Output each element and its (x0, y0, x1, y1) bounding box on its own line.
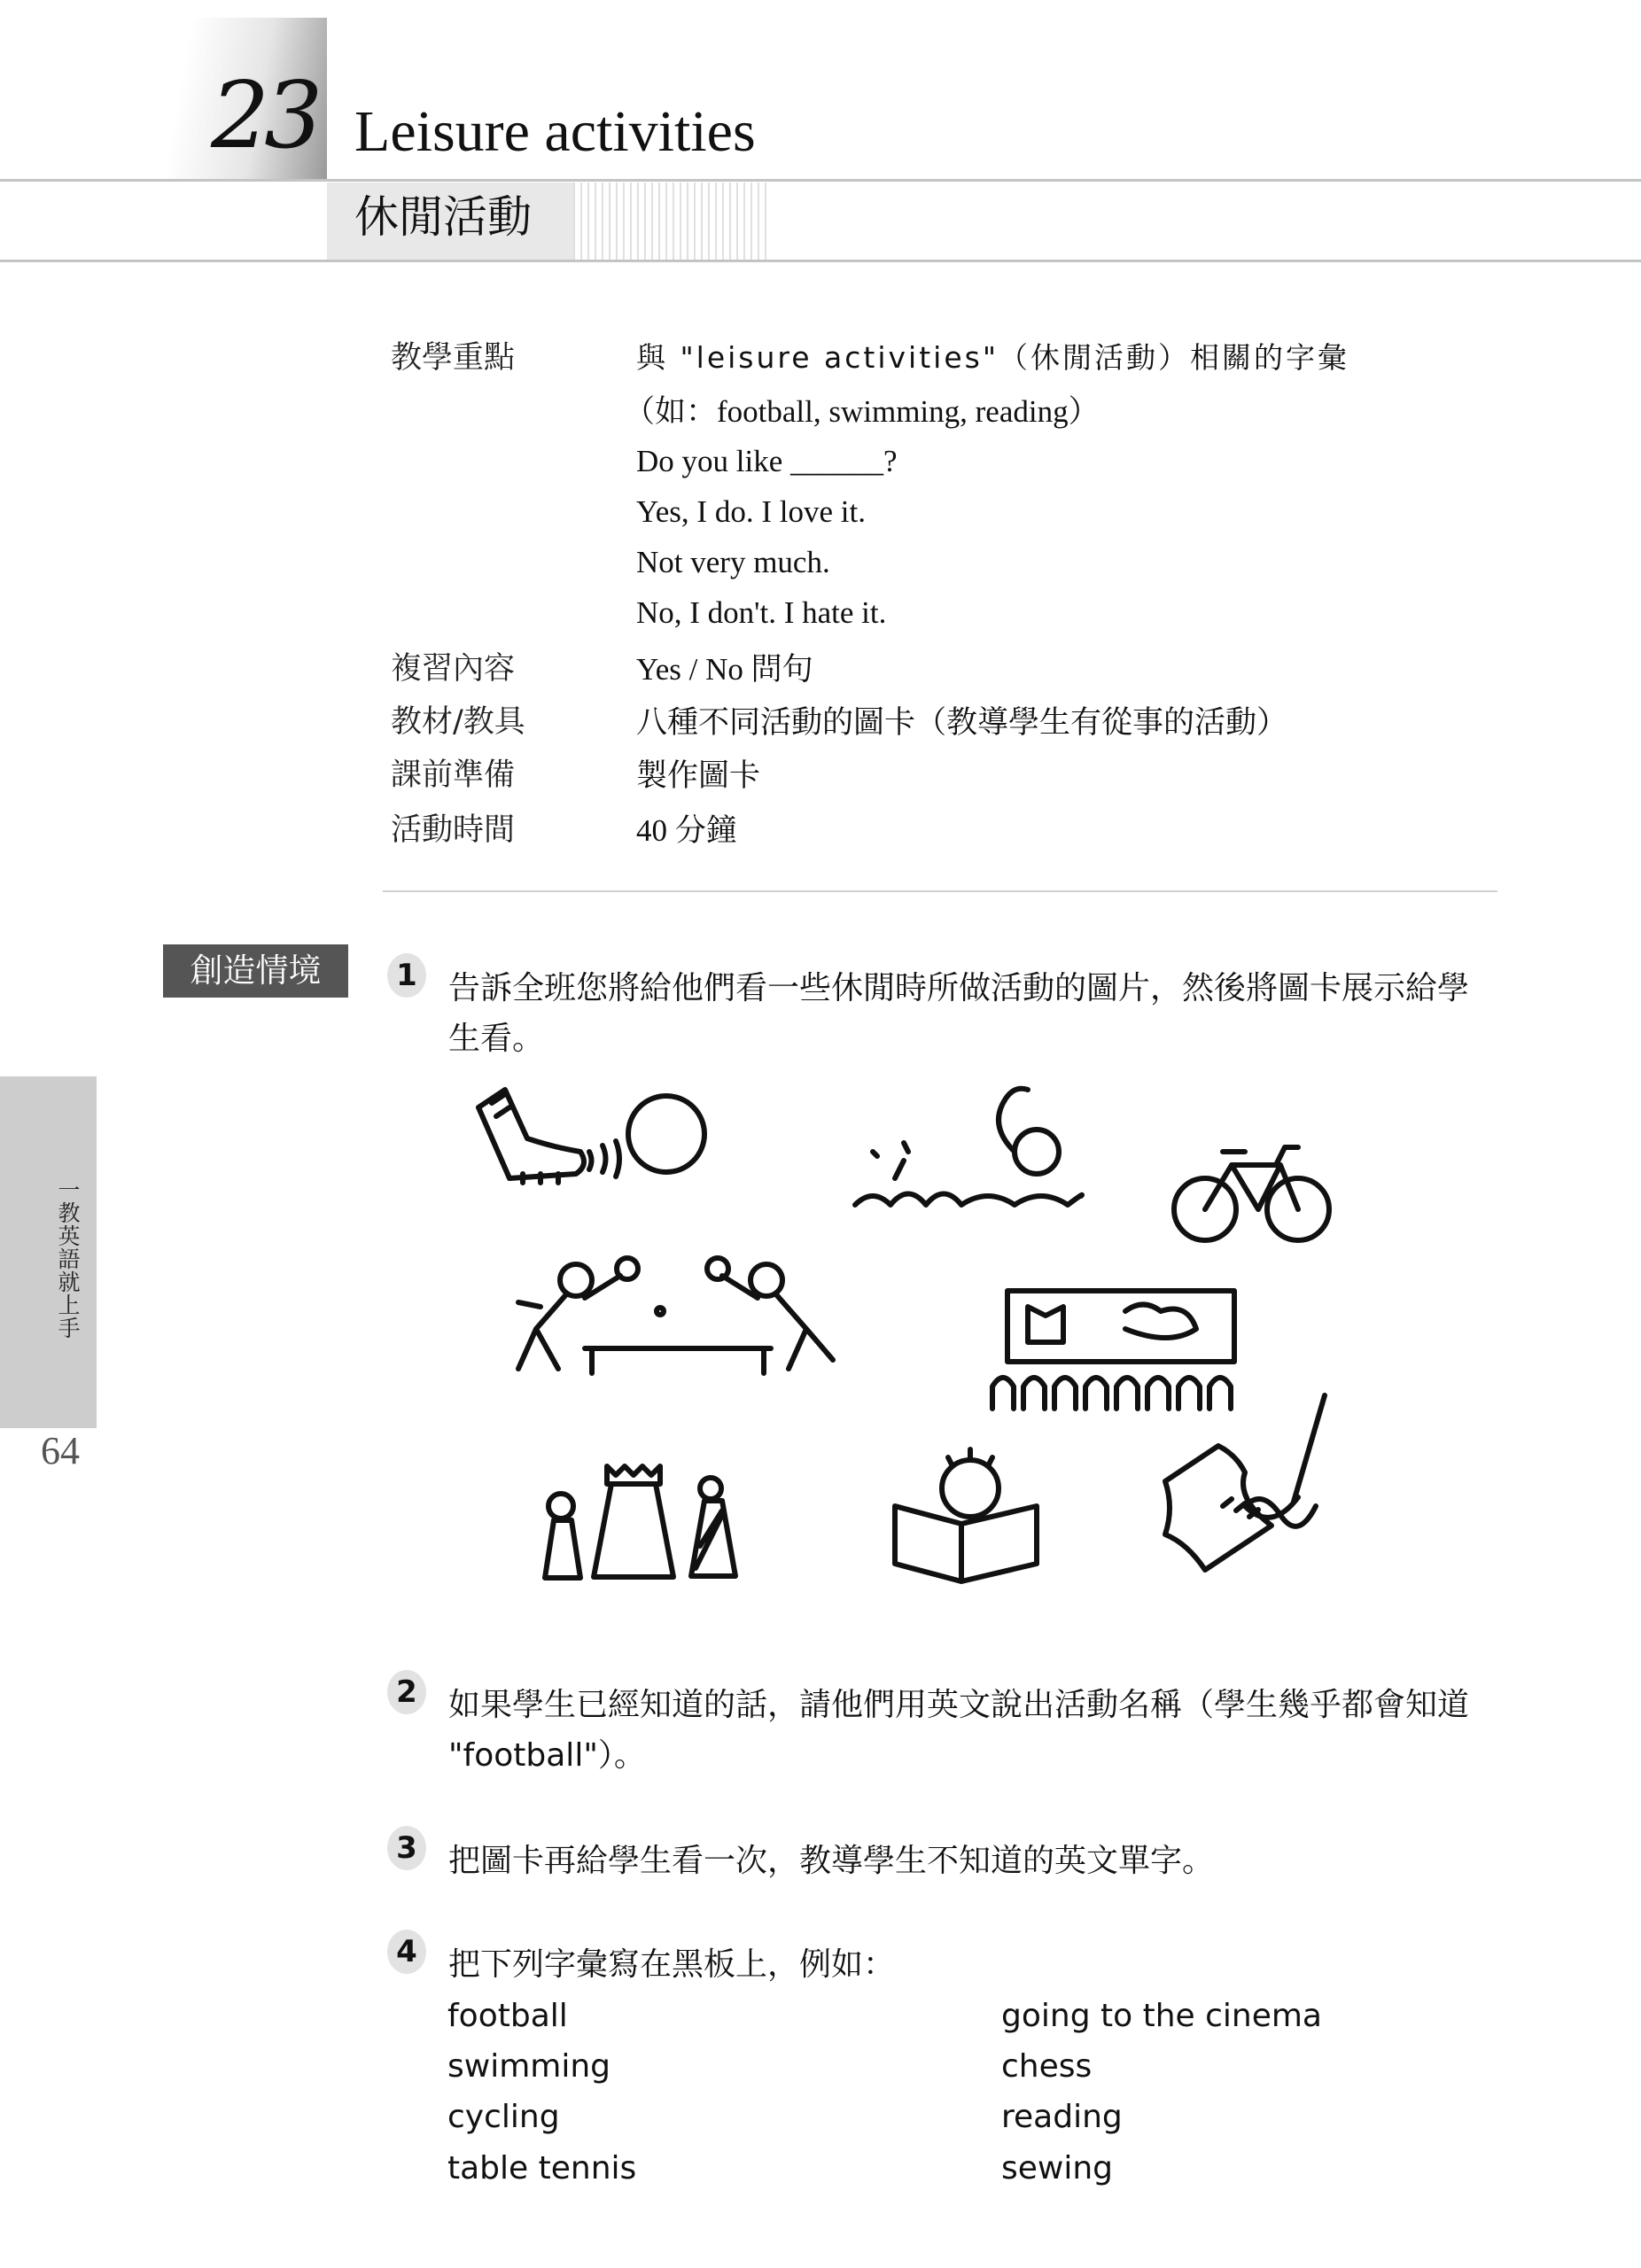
page-number: 64 (41, 1429, 80, 1472)
vocab-word: reading (1001, 2099, 1123, 2135)
chess-icon (545, 1466, 735, 1578)
bicycle-icon (1174, 1147, 1329, 1240)
page-subtitle: 休閒活動 (354, 191, 532, 243)
step-number: 2 (387, 1670, 426, 1714)
vocab-word: swimming (447, 2048, 611, 2085)
section-label: 創造情境 (163, 944, 348, 998)
step-number: 4 (387, 1930, 426, 1974)
info-value: Yes, I do. I love it. (636, 494, 866, 529)
reading-icon (895, 1449, 1037, 1581)
info-label: 教材/教具 (391, 704, 525, 740)
info-label: 教學重點 (391, 340, 516, 376)
step-text: 把圖卡再給學生看一次，教導學生不知道的英文單字。 (448, 1843, 1215, 1879)
vocab-word: cycling (447, 2099, 560, 2135)
cinema-icon (992, 1291, 1234, 1409)
info-value: Not very much. (636, 545, 830, 579)
info-value: 40 分鐘 (636, 813, 737, 848)
table-tennis-icon (518, 1258, 833, 1373)
step-number: 3 (387, 1826, 426, 1870)
sewing-icon (1165, 1395, 1325, 1570)
chapter-number: 23 (211, 61, 318, 169)
step-text: 把下列字彙寫在黑板上，例如： (448, 1946, 896, 1983)
side-tab-label: 一教英語就上手 (55, 1178, 81, 1340)
swimming-icon (855, 1089, 1082, 1205)
info-value: 製作圖卡 (636, 758, 761, 793)
info-value: No, I don't. I hate it. (636, 595, 887, 630)
step-number: 1 (387, 953, 426, 998)
step-text: 如果學生已經知道的話，請他們用英文說出活動名稱（學生幾乎都會知道 "football"）。 (448, 1687, 1470, 1774)
info-value: 與 "leisure activities"（休閒活動）相關的字彙 (636, 340, 1350, 375)
info-label: 課前準備 (391, 757, 516, 793)
vocab-word: going to the cinema (1001, 1998, 1322, 2034)
info-label: 複習內容 (391, 651, 516, 687)
vocab-word: sewing (1001, 2150, 1114, 2186)
vocab-word: football (447, 1998, 568, 2034)
step-text: 告訴全班您將給他們看一些休閒時所做活動的圖片，然後將圖卡展示給學生看。 (448, 970, 1470, 1057)
info-value: Do you like ______? (636, 444, 898, 478)
vocab-word: chess (1001, 2048, 1093, 2085)
info-value: 八種不同活動的圖卡（教導學生有從事的活動） (636, 705, 1288, 740)
info-value: （如：football, swimming, reading） (624, 394, 1100, 429)
info-value: Yes / No 問句 (636, 652, 813, 687)
vocab-word: table tennis (447, 2150, 637, 2186)
info-label: 活動時間 (391, 812, 516, 848)
football-icon (478, 1090, 704, 1183)
page-title: Leisure activities (354, 99, 756, 164)
